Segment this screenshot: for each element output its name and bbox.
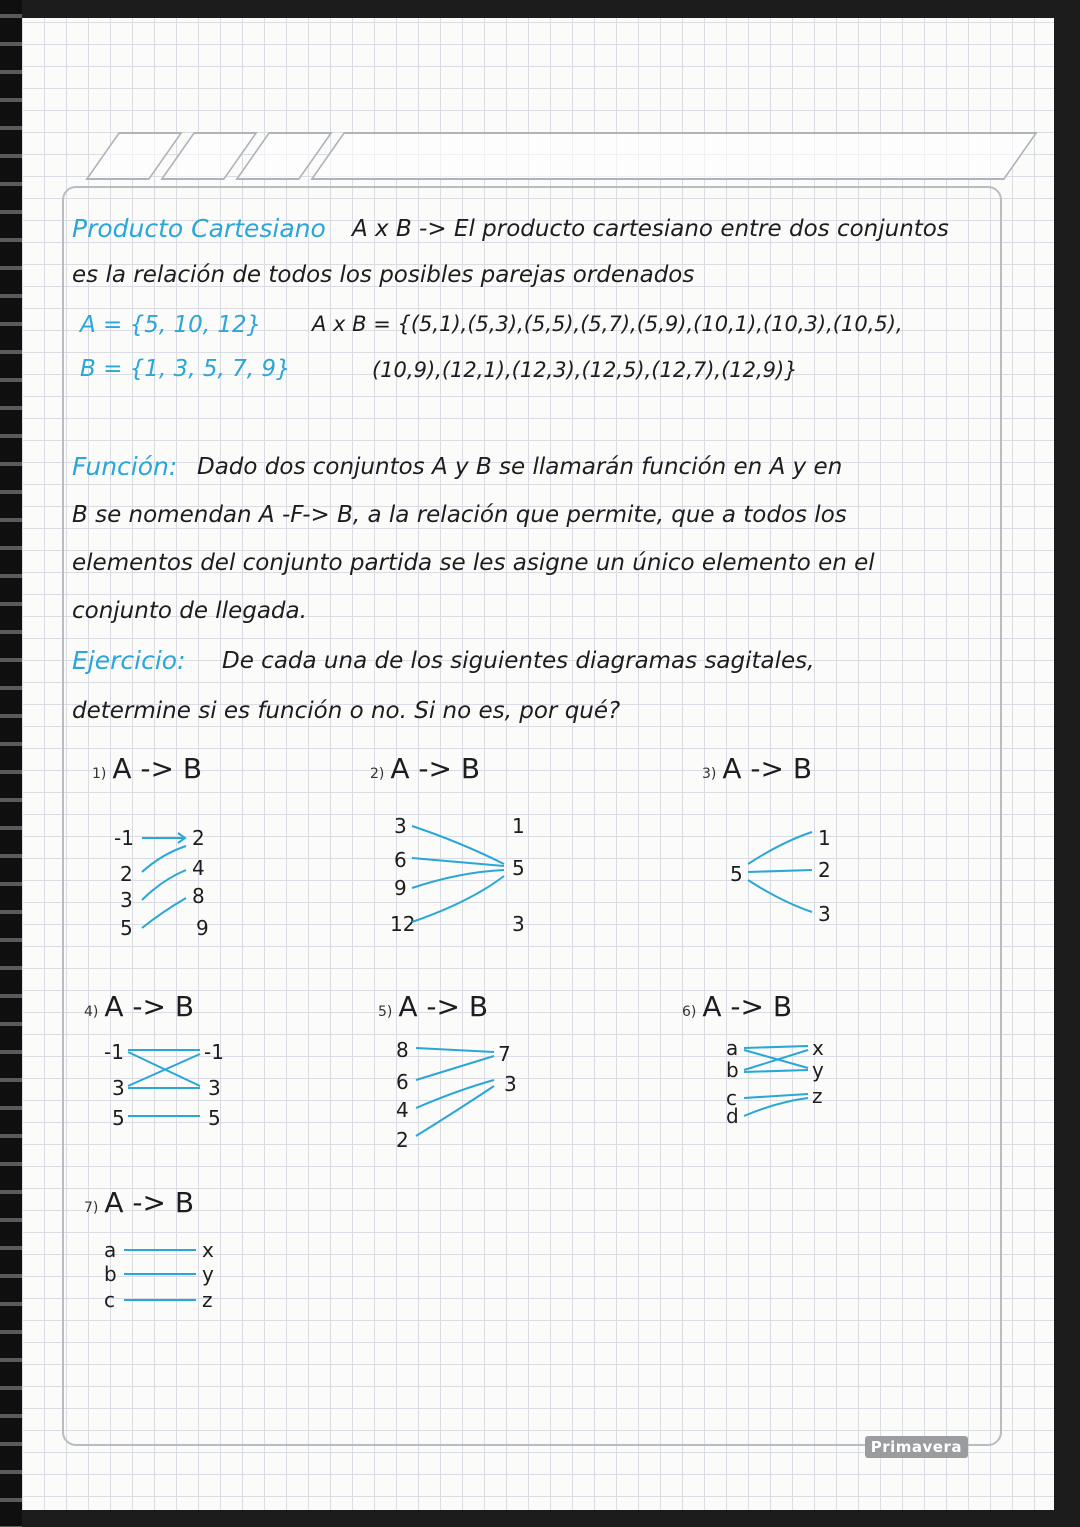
set-a-element: 6: [396, 1070, 409, 1094]
diagram-2: [370, 752, 610, 952]
set-b-element: 2: [192, 826, 205, 850]
diagram-label: 4) A -> B: [84, 990, 195, 1023]
set-b-element: x: [812, 1036, 824, 1060]
set-a-element: 8: [396, 1038, 409, 1062]
diagram-arrows: [682, 990, 922, 1190]
set-b-element: 7: [498, 1042, 511, 1066]
function-definition-line4: conjunto de llegada.: [72, 598, 307, 624]
function-definition-line1: Dado dos conjuntos A y B se llamarán función en A y en: [197, 454, 843, 480]
function-definition-line2: B se nomendan A -F-> B, a la relación que permite, que a todos los: [72, 502, 847, 528]
set-b-element: y: [202, 1262, 214, 1286]
set-a-element: 3: [120, 888, 133, 912]
set-a-element: -1: [114, 826, 134, 850]
set-b-element: 1: [818, 826, 831, 850]
product-line1: A x B = {(5,1),(5,3),(5,5),(5,7),(5,9),(10,1),(10,3),(10,5),: [312, 312, 903, 336]
diagram-label: 1) A -> B: [92, 752, 203, 785]
set-b-element: x: [202, 1238, 214, 1262]
set-a-element: a: [104, 1238, 117, 1262]
set-a-element: c: [104, 1288, 115, 1312]
set-a-element: 9: [394, 876, 407, 900]
cartesian-definition-line1: A x B -> El producto cartesiano entre dos conjuntos: [352, 216, 949, 242]
spiral-binding: [0, 0, 22, 1527]
set-a-element: b: [104, 1262, 117, 1286]
set-a: A = {5, 10, 12}: [80, 312, 262, 338]
set-b-element: 3: [504, 1072, 517, 1096]
set-a-element: 6: [394, 848, 407, 872]
diagram-5: [378, 990, 618, 1190]
exercise-line1: De cada una de los siguientes diagramas sagitales,: [222, 648, 815, 674]
set-b-element: 8: [192, 884, 205, 908]
set-b-element: z: [202, 1288, 213, 1312]
diagram-arrows: [378, 990, 618, 1190]
set-a-element: 3: [394, 814, 407, 838]
diagram-label: 2) A -> B: [370, 752, 481, 785]
brand-logo: Primavera: [865, 1436, 968, 1458]
product-line2: (10,9),(12,1),(12,3),(12,5),(12,7),(12,9)}: [372, 358, 798, 382]
set-a-element: 4: [396, 1098, 409, 1122]
header-boxes: [62, 118, 1022, 180]
section-title-function: Función:: [72, 452, 178, 481]
set-a-element: 2: [396, 1128, 409, 1152]
diagram-label: 6) A -> B: [682, 990, 793, 1023]
set-b-element: 2: [818, 858, 831, 882]
diagram-label: 5) A -> B: [378, 990, 489, 1023]
diagram-4: [84, 990, 324, 1190]
function-definition-line3: elementos del conjunto partida se les asigne un único elemento en el: [72, 550, 875, 576]
set-b-element: z: [812, 1084, 823, 1108]
diagram-arrows: [92, 752, 332, 952]
section-title-cartesian: Producto Cartesiano: [72, 214, 326, 243]
diagram-6: [682, 990, 922, 1190]
diagram-arrows: [370, 752, 610, 952]
exercise-line2: determine si es función o no. Si no es, por qué?: [72, 698, 621, 724]
set-b-element: 1: [512, 814, 525, 838]
set-b-element: -1: [204, 1040, 224, 1064]
set-a-element: 5: [112, 1106, 125, 1130]
set-a-element: -1: [104, 1040, 124, 1064]
diagram-arrows: [84, 990, 324, 1190]
set-b: B = {1, 3, 5, 7, 9}: [80, 356, 291, 382]
set-a-element: 5: [120, 916, 133, 940]
notebook-page: [22, 18, 1054, 1510]
set-a-element: a: [726, 1036, 739, 1060]
set-b-element: y: [812, 1058, 824, 1082]
diagram-label: 7) A -> B: [84, 1186, 195, 1219]
set-a-element: d: [726, 1104, 739, 1128]
set-a-element: 5: [730, 862, 743, 886]
section-title-exercise: Ejercicio:: [72, 646, 186, 675]
diagram-label: 3) A -> B: [702, 752, 813, 785]
diagram-arrows: [84, 1186, 324, 1386]
set-a-element: 2: [120, 862, 133, 886]
set-b-element: 9: [196, 916, 209, 940]
set-a-element: 12: [390, 912, 416, 936]
diagram-1: [92, 752, 332, 952]
set-b-element: 5: [208, 1106, 221, 1130]
set-a-element: b: [726, 1058, 739, 1082]
set-b-element: 4: [192, 856, 205, 880]
set-b-element: 3: [512, 912, 525, 936]
cartesian-definition-line2: es la relación de todos los posibles parejas ordenados: [72, 262, 695, 288]
set-a-element: c: [726, 1086, 737, 1110]
diagram-arrows: [702, 752, 942, 952]
set-a-element: 3: [112, 1076, 125, 1100]
set-b-element: 5: [512, 856, 525, 880]
diagram-7: [84, 1186, 324, 1386]
set-b-element: 3: [818, 902, 831, 926]
set-b-element: 3: [208, 1076, 221, 1100]
diagram-3: [702, 752, 942, 952]
header-box-wide: [310, 132, 1038, 180]
